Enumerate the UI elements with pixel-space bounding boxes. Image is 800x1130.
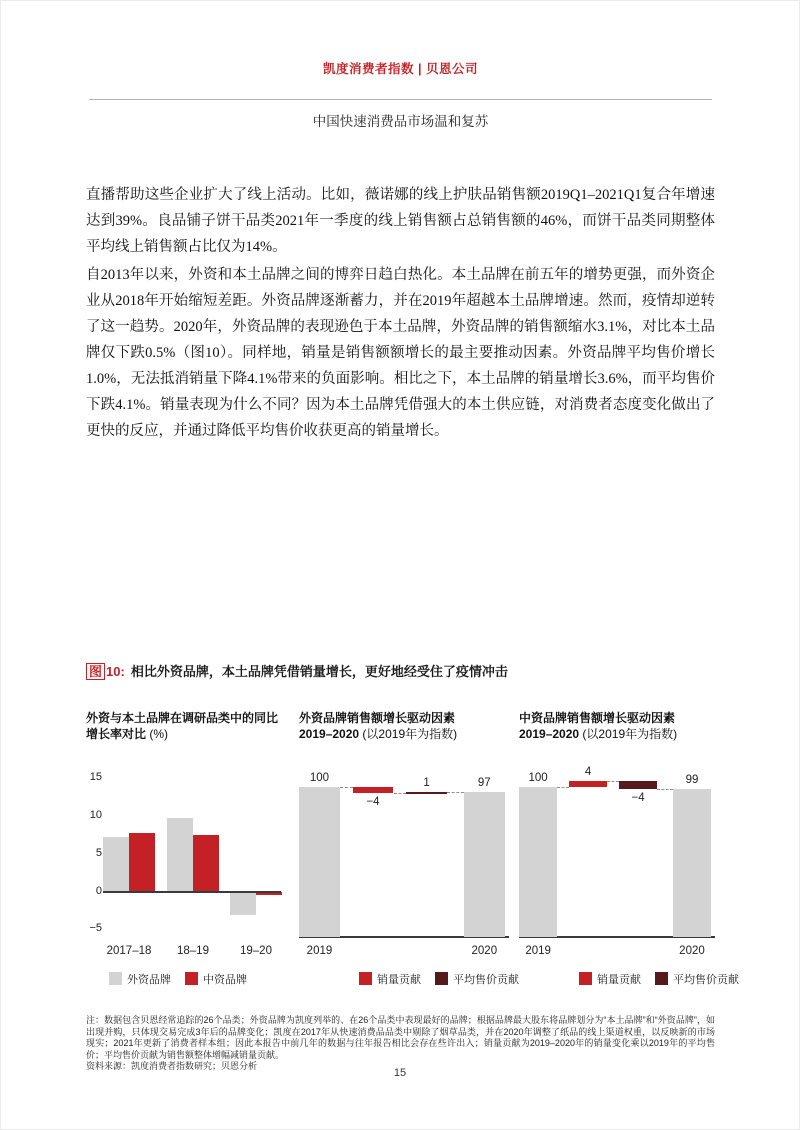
waterfall-connector [607, 781, 619, 782]
body-paragraph-1: 直播帮助这些企业扩大了线上活动。比如，薇诺娜的线上护肤品销售额2019Q1–2021Q1复合年增速达到39%。良品铺子饼干品类2021年一季度的线上销售额占总销售额的46%，而饼干品类同期整体平均线上销售额占比仅为14%。 [86, 187, 715, 255]
bar-value-label: 100 [528, 772, 548, 784]
bar [230, 892, 256, 916]
footnote-source: 资料来源：凯度消费者指数研究；贝恩分析 [86, 1061, 258, 1071]
x-axis-label: 2020 [679, 945, 705, 957]
chart-legend [299, 971, 519, 986]
x-axis-label: 2019 [306, 945, 333, 957]
x-axis-label: 2017–18 [106, 945, 152, 957]
chart-title-note: (以2019年为指数) [362, 727, 458, 741]
legend-item [185, 971, 247, 987]
chart-legend [519, 971, 739, 986]
waterfall-connector [447, 792, 464, 793]
figure-label-number: 10: [106, 664, 125, 679]
figure-title: 相比外资品牌，本土品牌凭借销量增长，更好地经受住了疫情冲击 [130, 664, 508, 679]
chart-title [86, 710, 289, 746]
page-subtitle: 中国快速消费品市场温和复苏 [312, 114, 489, 129]
chart-growth-comparison [86, 710, 289, 986]
bar-plot-area [103, 774, 281, 957]
page-number: 15 [393, 1067, 407, 1079]
x-axis-label: 19–20 [240, 945, 272, 957]
legend-label: 中资品牌 [203, 973, 247, 986]
legend-item [655, 971, 739, 987]
legend-swatch [185, 972, 198, 985]
y-axis-tick-label: 10 [89, 808, 102, 821]
bar-value-label: 100 [309, 772, 330, 784]
bar [129, 833, 155, 891]
y-axis-tick-label: −5 [89, 922, 102, 935]
header-divider [89, 99, 712, 100]
bar-value-label: −4 [631, 791, 645, 804]
chart-title-line1: 外资与本土品牌在调研品类中的同比 [86, 711, 279, 725]
waterfall-total-bar [519, 787, 557, 937]
waterfall-connector [657, 789, 673, 790]
bar-value-label: 97 [477, 776, 491, 789]
chart-title [299, 710, 509, 746]
y-axis-tick-label: 15 [89, 770, 102, 783]
bar [167, 818, 193, 892]
figure-caption [86, 661, 715, 680]
body-paragraph-2: 自2013年以来，外资和本土品牌之间的博弈日趋白热化。本土品牌在前五年的增势更强，而外资企业从2018年开始缩短差距。外资品牌逐渐蓄力，并在2019年超越本土品牌增速。然而，疫情却逆转了这一趋势。2020年，外资品牌的表现逊色于本土品牌，外资品牌的销售额缩水3.1%，对比本土品牌仅下跌0.5%（图10）。同样地，销量是销售额额增长的最主要推动因素。外资品牌平均售价增长1.0%，无法抵消销量下降4.1%带来的负面影响。相比之下，本土品牌的销量增长3.6%，而平均售价下跌4.1%。销量表现为什么不同？因为本土品牌凭借强大的本土供应链，对消费者态度变化做出了更快的反应，并通过降低平均售价收获更高的销量增长。 [86, 267, 715, 439]
bar-value-label: 4 [584, 766, 592, 778]
zero-axis-line [103, 891, 281, 893]
legend-swatch [109, 972, 122, 985]
waterfall-delta-bar [619, 781, 657, 789]
x-axis-label: 18–19 [177, 945, 209, 957]
chart-legend [86, 971, 289, 986]
legend-swatch [579, 972, 592, 985]
chart-domestic-waterfall [519, 710, 739, 986]
legend-item [359, 971, 421, 987]
bar-value-label: −4 [366, 796, 380, 808]
chart-foreign-waterfall [299, 710, 519, 986]
waterfall-connector [394, 793, 407, 794]
bar-value-label: 1 [423, 776, 430, 789]
legend-label: 销量贡献 [597, 973, 641, 986]
legend-item [579, 971, 641, 987]
chart-title-unit: (%) [149, 727, 169, 741]
waterfall-total-bar [673, 789, 711, 938]
waterfall-plot [299, 772, 509, 957]
waterfall-plot [519, 766, 715, 957]
legend-item [435, 971, 519, 987]
y-axis-tick-label: 5 [95, 846, 102, 859]
legend-label: 外资品牌 [127, 973, 171, 986]
bar-value-label: 99 [685, 773, 699, 786]
x-axis-label: 2019 [525, 945, 551, 957]
waterfall-delta-bar [353, 787, 394, 793]
legend-swatch [359, 972, 372, 985]
footnote-note: 注：数据包含贝恩经常追踪的26个品类；外资品牌为凯度列举的、在26个品类中表现最好的品牌；根据品牌最大股东将品牌划分为“本土品牌”和“外资品牌”，如出现并购，只体现交易完成3年后的品牌变化；凯度在2017年从快速消费品品类中剔除了烟草品类，并在2020年调整了纸品的线上渠道权重，以反映新的市场现实；2021年更新了消费者样本组；因此本报告中前几年的数据与往年报告相比会存在些许出入；销量贡献为2019–2020年的销量变化乘以2019年的平均售价；平均售价贡献为销售额整体增幅减销量贡献。 [86, 1015, 715, 1060]
chart-title-line1: 中资品牌销售额增长驱动因素 [519, 711, 676, 725]
chart-title-line2: 增长率对比 [86, 727, 147, 741]
legend-label: 平均售价贡献 [673, 973, 739, 986]
footnote [86, 1015, 715, 1073]
bar [103, 837, 129, 892]
legend-swatch [435, 972, 448, 985]
bar [193, 835, 219, 891]
grouped-bar-plot [86, 770, 289, 957]
x-axis-label: 2020 [471, 945, 498, 957]
chart-title [519, 710, 715, 746]
figure-label-box: 图 [86, 663, 105, 680]
legend-label: 平均售价贡献 [453, 973, 519, 986]
waterfall-connector [557, 787, 569, 788]
brand-header: 凯度消费者指数 | 贝恩公司 [323, 62, 478, 76]
chart-title-line2: 2019–2020 [299, 727, 360, 741]
chart-title-line2: 2019–2020 [519, 727, 580, 741]
waterfall-connector [340, 787, 353, 788]
charts-row [86, 710, 739, 986]
waterfall-delta-bar [406, 792, 447, 795]
waterfall-total-bar [464, 792, 505, 938]
chart-title-note: (以2019年为指数) [582, 727, 678, 741]
waterfall-delta-bar [569, 781, 607, 787]
waterfall-total-bar [299, 787, 340, 937]
y-axis-tick-label: 0 [95, 884, 102, 897]
chart-title-line1: 外资品牌销售额增长驱动因素 [299, 711, 456, 725]
legend-item [109, 971, 171, 987]
legend-label: 销量贡献 [377, 973, 421, 986]
legend-swatch [655, 972, 668, 985]
